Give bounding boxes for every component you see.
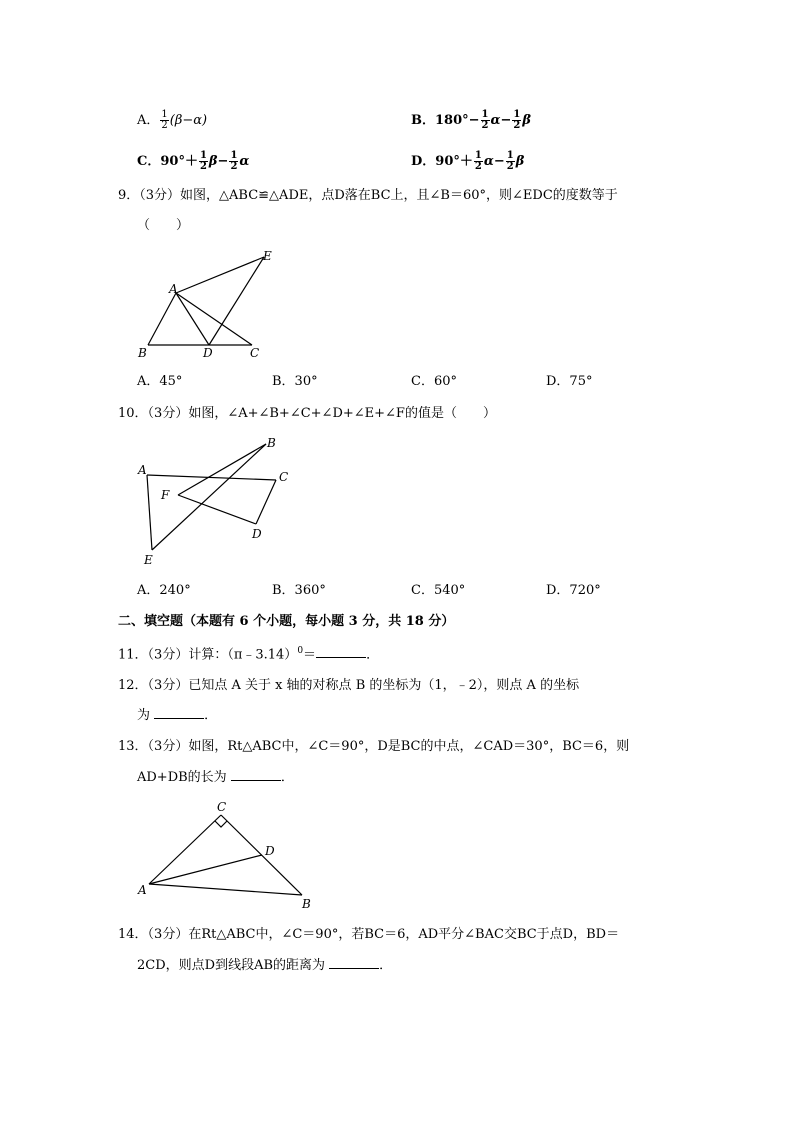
q13-end: ． bbox=[280, 770, 294, 785]
label-a: A bbox=[138, 883, 147, 897]
option-label: D． bbox=[411, 154, 436, 169]
q12-stem-line2 bbox=[137, 709, 217, 722]
label-c: C bbox=[217, 800, 227, 814]
q9-stem-paren: （ ） bbox=[137, 218, 190, 233]
label-d: D bbox=[203, 346, 213, 360]
q10-option-d: D．720° bbox=[546, 583, 601, 598]
label-c: C bbox=[250, 346, 260, 360]
q9-stem: 9．（3分）如图，△ABC≌△ADE，点D落在BC上，且∠B＝60°，则∠EDC的度数等于 bbox=[118, 188, 618, 203]
right-angle-mark bbox=[215, 821, 227, 827]
q10-stem: 10．（3分）如图，∠A+∠B+∠C+∠D+∠E+∠F的值是（ ） bbox=[118, 406, 496, 421]
fraction: $\frac{1}{2}$ bbox=[230, 150, 238, 172]
fraction: $\frac{1}{2}$ bbox=[481, 109, 489, 131]
option-mid: α− bbox=[490, 113, 512, 128]
segment-ac bbox=[149, 815, 221, 884]
label-e: E bbox=[263, 249, 272, 263]
segment-df bbox=[178, 495, 256, 524]
q14-text: 2CD，则点D到线段AB的距离为 bbox=[137, 958, 326, 973]
q11-text: 11．（3分）计算：（π﹣3.14） bbox=[118, 647, 298, 663]
fraction: $\frac{1}{2}$ bbox=[199, 150, 207, 172]
q12-stem: 12．（3分）已知点 A 关于 x 轴的对称点 B 的坐标为（1，﹣2），则点 A 的坐标 bbox=[118, 678, 580, 693]
q9-option-a: A．45° bbox=[137, 374, 183, 389]
segment-ae bbox=[176, 257, 264, 293]
fraction: $\frac{1}{2}$ bbox=[161, 109, 168, 131]
q10-figure bbox=[130, 432, 300, 572]
label-b: B bbox=[302, 897, 311, 911]
option-label: A． bbox=[137, 113, 160, 128]
fraction: $\frac{1}{2}$ bbox=[474, 150, 482, 172]
q13-stem: 13．（3分）如图，Rt△ABC中，∠C＝90°，D是BC的中点，∠CAD＝30°，BC＝6，则 bbox=[118, 739, 630, 754]
label-d: D bbox=[265, 844, 275, 858]
answer-blank[interactable] bbox=[231, 780, 281, 781]
q14-stem: 14．（3分）在Rt△ABC中，∠C＝90°，若BC＝6，AD平分∠BAC交BC于点D，BD＝ bbox=[118, 927, 620, 942]
q14-stem-line2 bbox=[137, 959, 392, 972]
segment-fb bbox=[178, 444, 266, 495]
label-b: B bbox=[138, 346, 147, 360]
option-tail: β bbox=[522, 113, 532, 128]
q11-equals: ＝ bbox=[303, 647, 317, 663]
q13-stem-line2 bbox=[137, 771, 294, 784]
option-label: B． bbox=[411, 113, 435, 128]
q13-text: AD+DB的长为 bbox=[137, 770, 227, 785]
q12-end: ． bbox=[204, 708, 218, 723]
label-f: F bbox=[161, 488, 170, 502]
q9-option-b: B．30° bbox=[272, 374, 318, 389]
segment-ab bbox=[149, 884, 302, 895]
label-d: D bbox=[252, 527, 262, 541]
q11-end: ． bbox=[366, 647, 380, 663]
q11-stem bbox=[118, 647, 379, 661]
option-label: C． bbox=[137, 154, 161, 169]
segment-ab bbox=[148, 293, 176, 345]
answer-blank[interactable] bbox=[316, 657, 366, 658]
label-e: E bbox=[144, 553, 153, 567]
label-a: A bbox=[138, 463, 147, 477]
option-tail: α bbox=[239, 154, 250, 169]
q11-exponent: 0 bbox=[297, 646, 304, 656]
q13-figure bbox=[130, 796, 330, 916]
segment-ea bbox=[147, 475, 152, 550]
q9-figure bbox=[130, 245, 280, 365]
segment-ad bbox=[176, 293, 209, 345]
q12-text: 为 bbox=[137, 708, 151, 723]
q9-option-d: D．75° bbox=[546, 374, 593, 389]
q10-option-b: B．360° bbox=[272, 583, 326, 598]
option-mid: α− bbox=[483, 154, 505, 169]
label-c: C bbox=[279, 470, 289, 484]
q8-option-d bbox=[411, 151, 524, 172]
answer-blank[interactable] bbox=[329, 968, 379, 969]
option-lead: 90°＋ bbox=[435, 154, 473, 169]
q8-option-c bbox=[137, 151, 249, 172]
label-b: B bbox=[267, 436, 276, 450]
q14-end: ． bbox=[379, 958, 393, 973]
fraction: $\frac{1}{2}$ bbox=[506, 150, 514, 172]
section-heading: 二、填空题（本题有 6 个小题，每小题 3 分，共 18 分） bbox=[118, 614, 455, 629]
fraction: $\frac{1}{2}$ bbox=[513, 109, 521, 131]
segment-ad bbox=[149, 855, 262, 884]
segment-cd bbox=[256, 480, 276, 524]
label-a: A bbox=[169, 282, 178, 296]
option-lead: 90°＋ bbox=[160, 154, 198, 169]
option-lead: 180°− bbox=[435, 113, 480, 128]
option-tail: β bbox=[515, 154, 525, 169]
q10-option-a: A．240° bbox=[137, 583, 191, 598]
segment-de bbox=[209, 257, 264, 345]
option-mid: β− bbox=[208, 154, 229, 169]
q8-option-a bbox=[137, 110, 207, 131]
q9-option-c: C．60° bbox=[411, 374, 457, 389]
option-expr: (β−α) bbox=[169, 113, 208, 128]
q10-option-c: C．540° bbox=[411, 583, 466, 598]
q8-option-b bbox=[411, 110, 531, 131]
answer-blank[interactable] bbox=[154, 718, 204, 719]
